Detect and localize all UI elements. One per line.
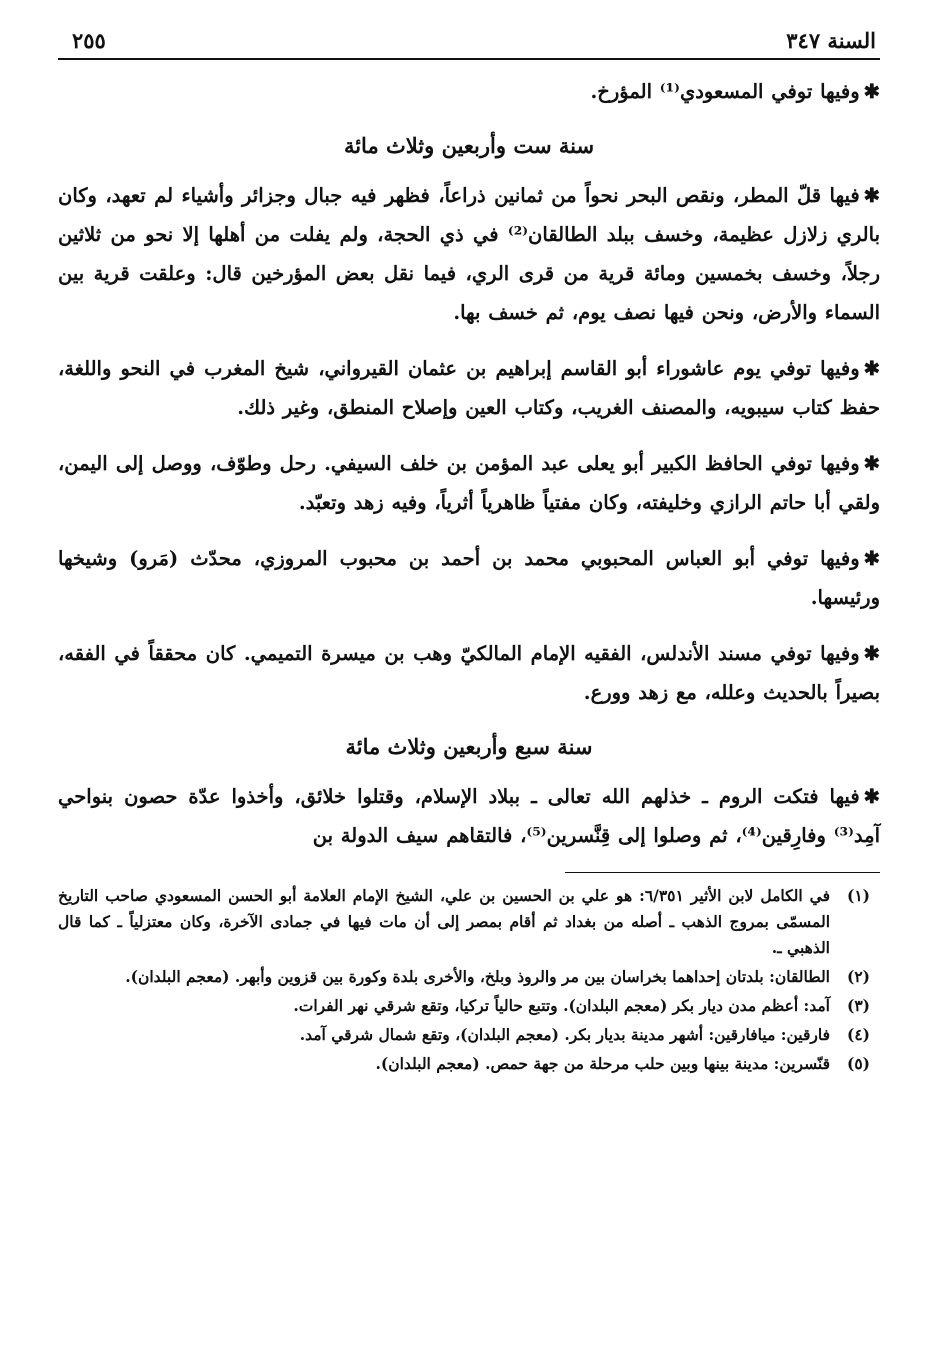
asterisk-icon: ✱ [863, 547, 880, 570]
paragraph: ✱وفيها توفي الحافظ الكبير أبو يعلى عبد المؤمن بن خلف السيفي. رحل وطوّف، ووصل إلى اليمن، ولقي أبا حاتم الرازي وخليفته، وكان مفتياً ظاهرياً أثرياً، وفيه زهد وتعبّد. [58, 452, 880, 514]
paragraph: ✱فيها قلّ المطر، ونقص البحر نحواً من ثمانين ذراعاً، فظهر فيه جبال وجزائر وأشياء لم تعهد، وكان بالري زلازل عظيمة، وخسف ببلد الطالقان⁽²⁾ في ذي الحجة، ولم يفلت من أهلها إلا نحو من ثلاثين رجلاً، وخسف بخمسين ومائة قرية من قرى الري، فيما نقل بعض المؤرخين قال: وعلقت قرية بين السماء والأرض، ونحن فيها نصف يوم، ثم خسف بها. [58, 184, 880, 324]
section-heading-347: سنة سبع وأربعين وثلاث مائة [345, 734, 593, 759]
asterisk-icon: ✱ [863, 785, 880, 808]
asterisk-icon: ✱ [863, 357, 880, 380]
footnote-text: آمد: أعظم مدن ديار بكر (معجم البلدان). وتتبع حالياً تركيا، وتقع شرقي نهر الفرات. [293, 996, 830, 1015]
footnote-number: (٣) [846, 996, 870, 1015]
main-text [58, 72, 880, 855]
paragraph: ✱وفيها توفي يوم عاشوراء أبو القاسم إبراهيم بن عثمان القيرواني، شيخ المغرب في النحو واللغة، حفظ كتاب سيبويه، والمصنف الغريب، وكتاب العين وإصلاح المنطق، وغير ذلك. [58, 357, 880, 419]
footnote [58, 993, 880, 1019]
book-page [58, 22, 880, 1342]
footnote-text: قنّسرين: مدينة بينها وبين حلب مرحلة من جهة حمص. (معجم البلدان). [375, 1054, 830, 1073]
footnote-number: (٤) [846, 1025, 870, 1044]
footnote [58, 883, 880, 961]
footnote-separator [565, 872, 880, 873]
asterisk-icon: ✱ [863, 184, 880, 207]
paragraph: ✱وفيها توفي المسعودي⁽¹⁾ المؤرخ. [590, 80, 880, 103]
running-title-year: السنة ٣٤٧ [786, 28, 876, 53]
footnote-text: فارقين: ميافارقين: أشهر مدينة بديار بكر. (معجم البلدان)، وتقع شمال شرقي آمد. [299, 1025, 830, 1044]
asterisk-icon: ✱ [863, 452, 880, 475]
page-header [58, 22, 880, 60]
section-heading-346: سنة ست وأربعين وثلاث مائة [343, 133, 595, 158]
paragraph: ✱فيها فتكت الروم ـ خذلهم الله تعالى ـ ببلاد الإسلام، وقتلوا خلائق، وأخذوا عدّة حصون بنواحي آمِد⁽³⁾ وفارِقين⁽⁴⁾، ثم وصلوا إلى قِنَّسرين⁽⁵⁾، فالتقاهم سيف الدولة بن [58, 785, 880, 847]
paragraph: ✱وفيها توفي مسند الأندلس، الفقيه الإمام المالكيّ وهب بن ميسرة التميمي. كان محققاً في الفقه، بصيراً بالحديث وعلله، مع زهد وورع. [58, 642, 880, 704]
footnote-text: في الكامل لابن الأثير ٦/٣٥١: هو علي بن الحسين بن علي، الشيخ الإمام العلامة أبو الحسن المسعودي صاحب التاريخ المسمّى بمروج الذهب ـ أصله من بغداد ثم أقام بمصر إلى أن مات فيها في جمادى الآخرة، وكان معتزلياً ـ كما قال الذهبي ـ. [58, 886, 830, 957]
footnote-text: الطالقان: بلدتان إحداهما بخراسان بين مر والروذ وبلخ، والأخرى بلدة وكورة بين قزوين وأبهر. (معجم البلدان). [125, 967, 830, 986]
asterisk-icon: ✱ [863, 80, 880, 103]
footnote-number: (٢) [846, 967, 870, 986]
page-number: ٢٥٥ [72, 28, 106, 53]
footnote-number: (٥) [846, 1054, 870, 1073]
footnotes [58, 883, 880, 1077]
footnote-number: (١) [846, 886, 870, 905]
footnote [58, 964, 880, 990]
asterisk-icon: ✱ [863, 642, 880, 665]
paragraph: ✱وفيها توفي أبو العباس المحبوبي محمد بن أحمد بن محبوب المروزي، محدّث (مَرو) وشيخها ورئيسها. [58, 547, 880, 609]
footnote [58, 1022, 880, 1048]
footnote [58, 1051, 880, 1077]
